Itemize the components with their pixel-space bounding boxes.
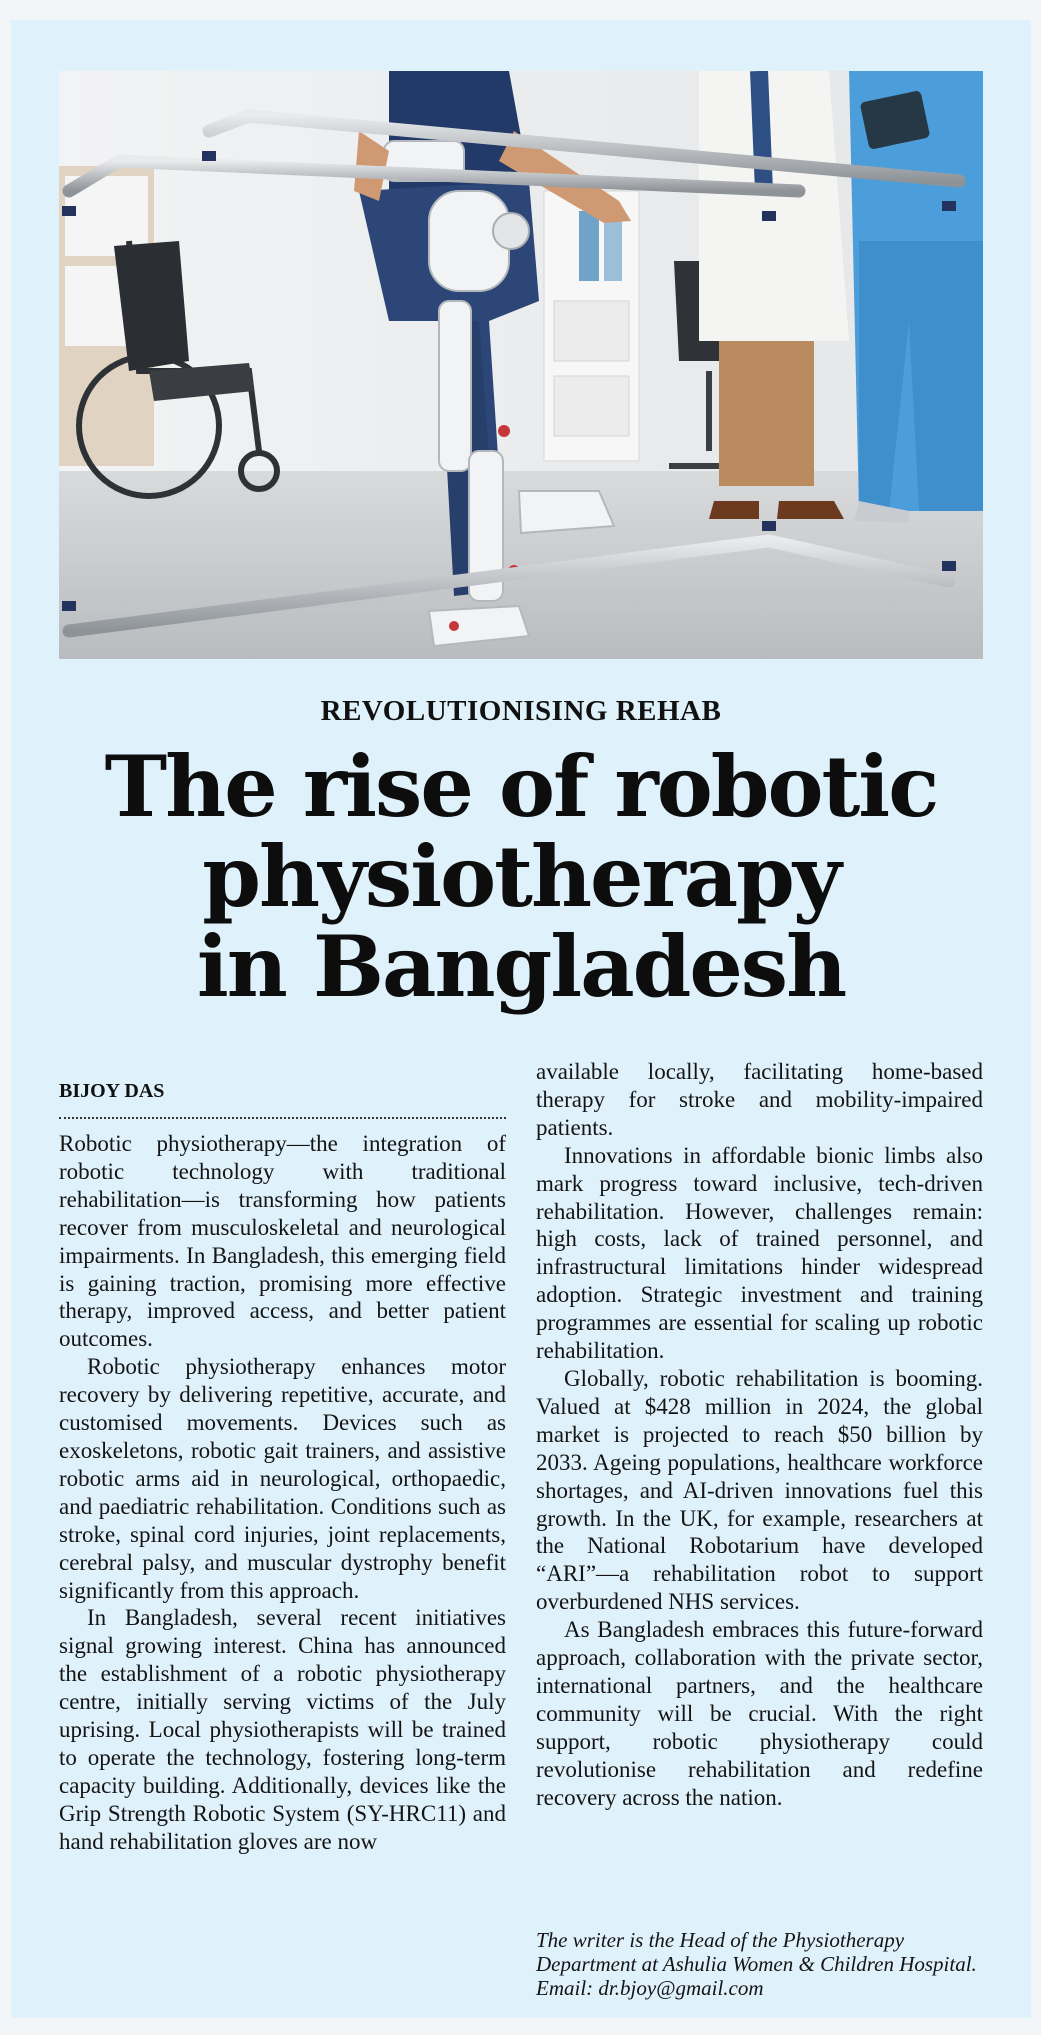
rehab-photo-icon <box>59 71 983 659</box>
paragraph: available locally, facilitating home-based therapy for stroke and mobility-impaired patients. <box>536 1059 983 1140</box>
paragraph: Globally, robotic rehabilitation is booming. Valued at $428 million in 2024, the global market is projected to reach $50 billion by 2033. Ageing populations, healthcare workforce shortages, and AI-driven innovations fuel this growth. In the UK, for example, researchers at the National Robotarium have developed “ARI”—a rehabilitation robot to support overburdened NHS services. <box>536 1365 983 1615</box>
author-byline: BIJOY DAS <box>59 1080 165 1102</box>
headline-line-1: The rise of robotic <box>104 737 938 836</box>
paragraph: Robotic physiotherapy—the integration of robotic technology with traditional rehabilitation—is transforming how patients recover from musculoskeletal and neurological impairments. In Bangladesh, this emerging field is gaining traction, promising more effective therapy, improved access, and better patient outcomes. <box>59 1131 506 1352</box>
headline-line-2: physiotherapy <box>202 827 840 926</box>
headline-line-3: in Bangladesh <box>196 917 846 1016</box>
article-column-right <box>536 1058 983 1811</box>
newspaper-page <box>11 20 1031 2018</box>
paragraph: Innovations in affordable bionic limbs also mark progress toward inclusive, tech-driven rehabilitation. However, challenges remain: high costs, lack of trained personnel, and infrastructural limitations hinder widespread adoption. Strategic investment and training programmes are essential for scaling up robotic rehabilitation. <box>536 1142 983 1364</box>
byline-divider <box>59 1117 506 1119</box>
paragraph: As Bangladesh embraces this future-forward approach, collaboration with the private sector, international partners, and the healthcare community will be crucial. With the right support, robotic physiotherapy could revolutionise rehabilitation and redefine recovery across the nation. <box>536 1617 983 1810</box>
article-photo <box>59 71 983 659</box>
author-footnote: The writer is the Head of the Physiotherapy Department at Ashulia Women & Children Hospital. Email: dr.bjoy@gmail.com <box>536 1928 977 2000</box>
article-headline <box>11 737 1031 1016</box>
article-kicker: REVOLUTIONISING REHAB <box>320 695 722 727</box>
paragraph: In Bangladesh, several recent initiatives signal growing interest. China has announced the establishment of a robotic physiotherapy centre, initially serving victims of the July uprising. Local physiotherapists will be trained to operate the technology, fostering long-term capacity building. Additionally, devices like the Grip Strength Robotic System (SY-HRC11) and hand rehabilitation gloves are now <box>59 1605 506 1854</box>
paragraph: Robotic physiotherapy enhances motor recovery by delivering repetitive, accurate, and customised movements. Devices such as exoskeletons, robotic gait trainers, and assistive robotic arms aid in neurological, orthopaedic, and paediatric rehabilitation. Conditions such as stroke, spinal cord injuries, joint replacements, cerebral palsy, and muscular dystrophy benefit significantly from this approach. <box>59 1354 506 1603</box>
article-column-left <box>59 1130 506 1856</box>
